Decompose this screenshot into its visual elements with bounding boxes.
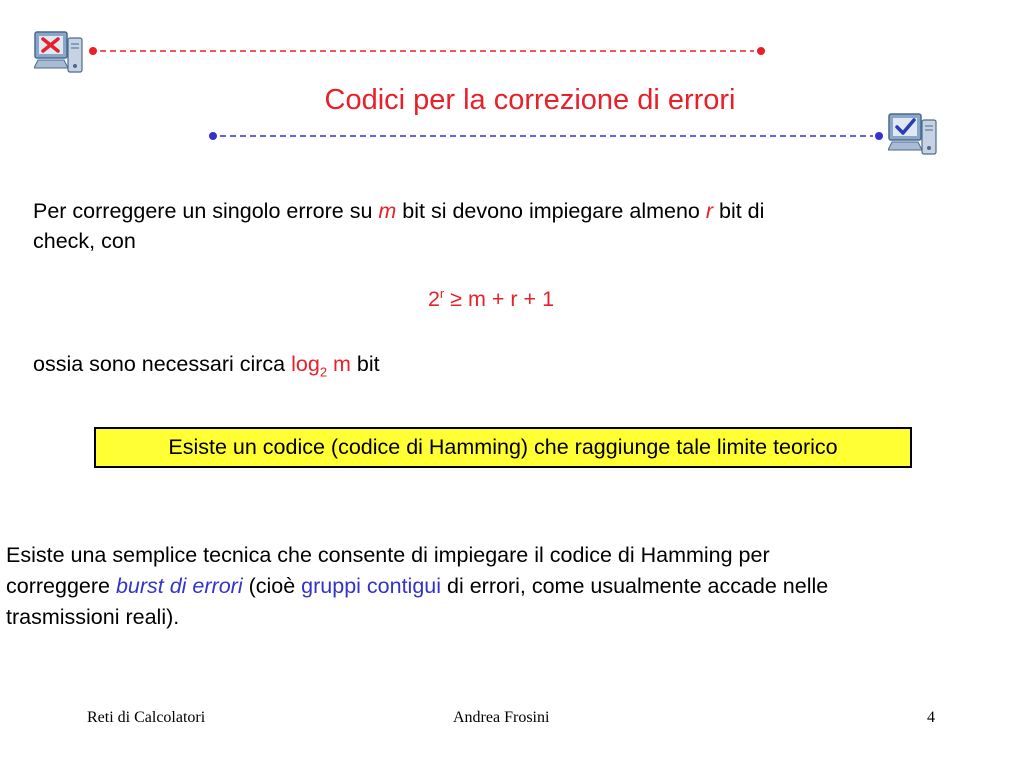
page-number: 4 <box>927 709 935 726</box>
text-segment: ossia sono necessari circa <box>33 352 292 376</box>
text-segment: correggere <box>6 574 116 598</box>
paragraph-line <box>6 571 1016 602</box>
blue-dashed-divider <box>207 129 887 147</box>
computer-check-icon <box>888 110 938 158</box>
paragraph-log <box>33 349 380 379</box>
paragraph-line: check, con <box>33 229 136 253</box>
formula <box>0 287 982 312</box>
text-segment: bit <box>350 352 380 376</box>
text-segment: di errori, come usualmente accade nelle <box>441 574 829 598</box>
footer-course: Reti di Calcolatori <box>87 709 206 726</box>
hamming-highlight-box: Esiste un codice (codice di Hamming) che raggiunge tale limite teorico <box>94 427 912 468</box>
computer-error-icon <box>34 28 84 76</box>
variable-m: m <box>378 199 397 223</box>
text-segment: bit si devono impiegare almeno <box>396 199 706 223</box>
log-text: log <box>291 352 320 376</box>
burst-term: burst di errori <box>115 574 243 598</box>
gruppi-term: gruppi contigui <box>301 574 442 598</box>
paragraph-burst-errors <box>6 540 1016 633</box>
red-dashed-divider <box>88 44 768 62</box>
log-argument: m <box>327 352 351 376</box>
text-segment: Per correggere un singolo errore su <box>33 199 379 223</box>
formula-exponent: r <box>439 285 445 301</box>
paragraph-line <box>33 196 953 226</box>
log-subscript: 2 <box>319 364 328 380</box>
text-segment: bit di <box>713 199 765 223</box>
footer-author: Andrea Frosini <box>453 709 550 726</box>
formula-base: 2 <box>427 287 440 311</box>
page-title: Codici per la correzione di errori <box>324 84 736 116</box>
paragraph-check-bits <box>33 196 953 256</box>
paragraph-line: trasmissioni reali). <box>6 605 180 629</box>
formula-rest: ≥ m + r + 1 <box>444 287 555 311</box>
paragraph-line: Esiste una semplice tecnica che consente di impiegare il codice di Hamming per <box>6 543 770 567</box>
text-segment: (cioè <box>242 574 302 598</box>
variable-r: r <box>705 199 714 223</box>
